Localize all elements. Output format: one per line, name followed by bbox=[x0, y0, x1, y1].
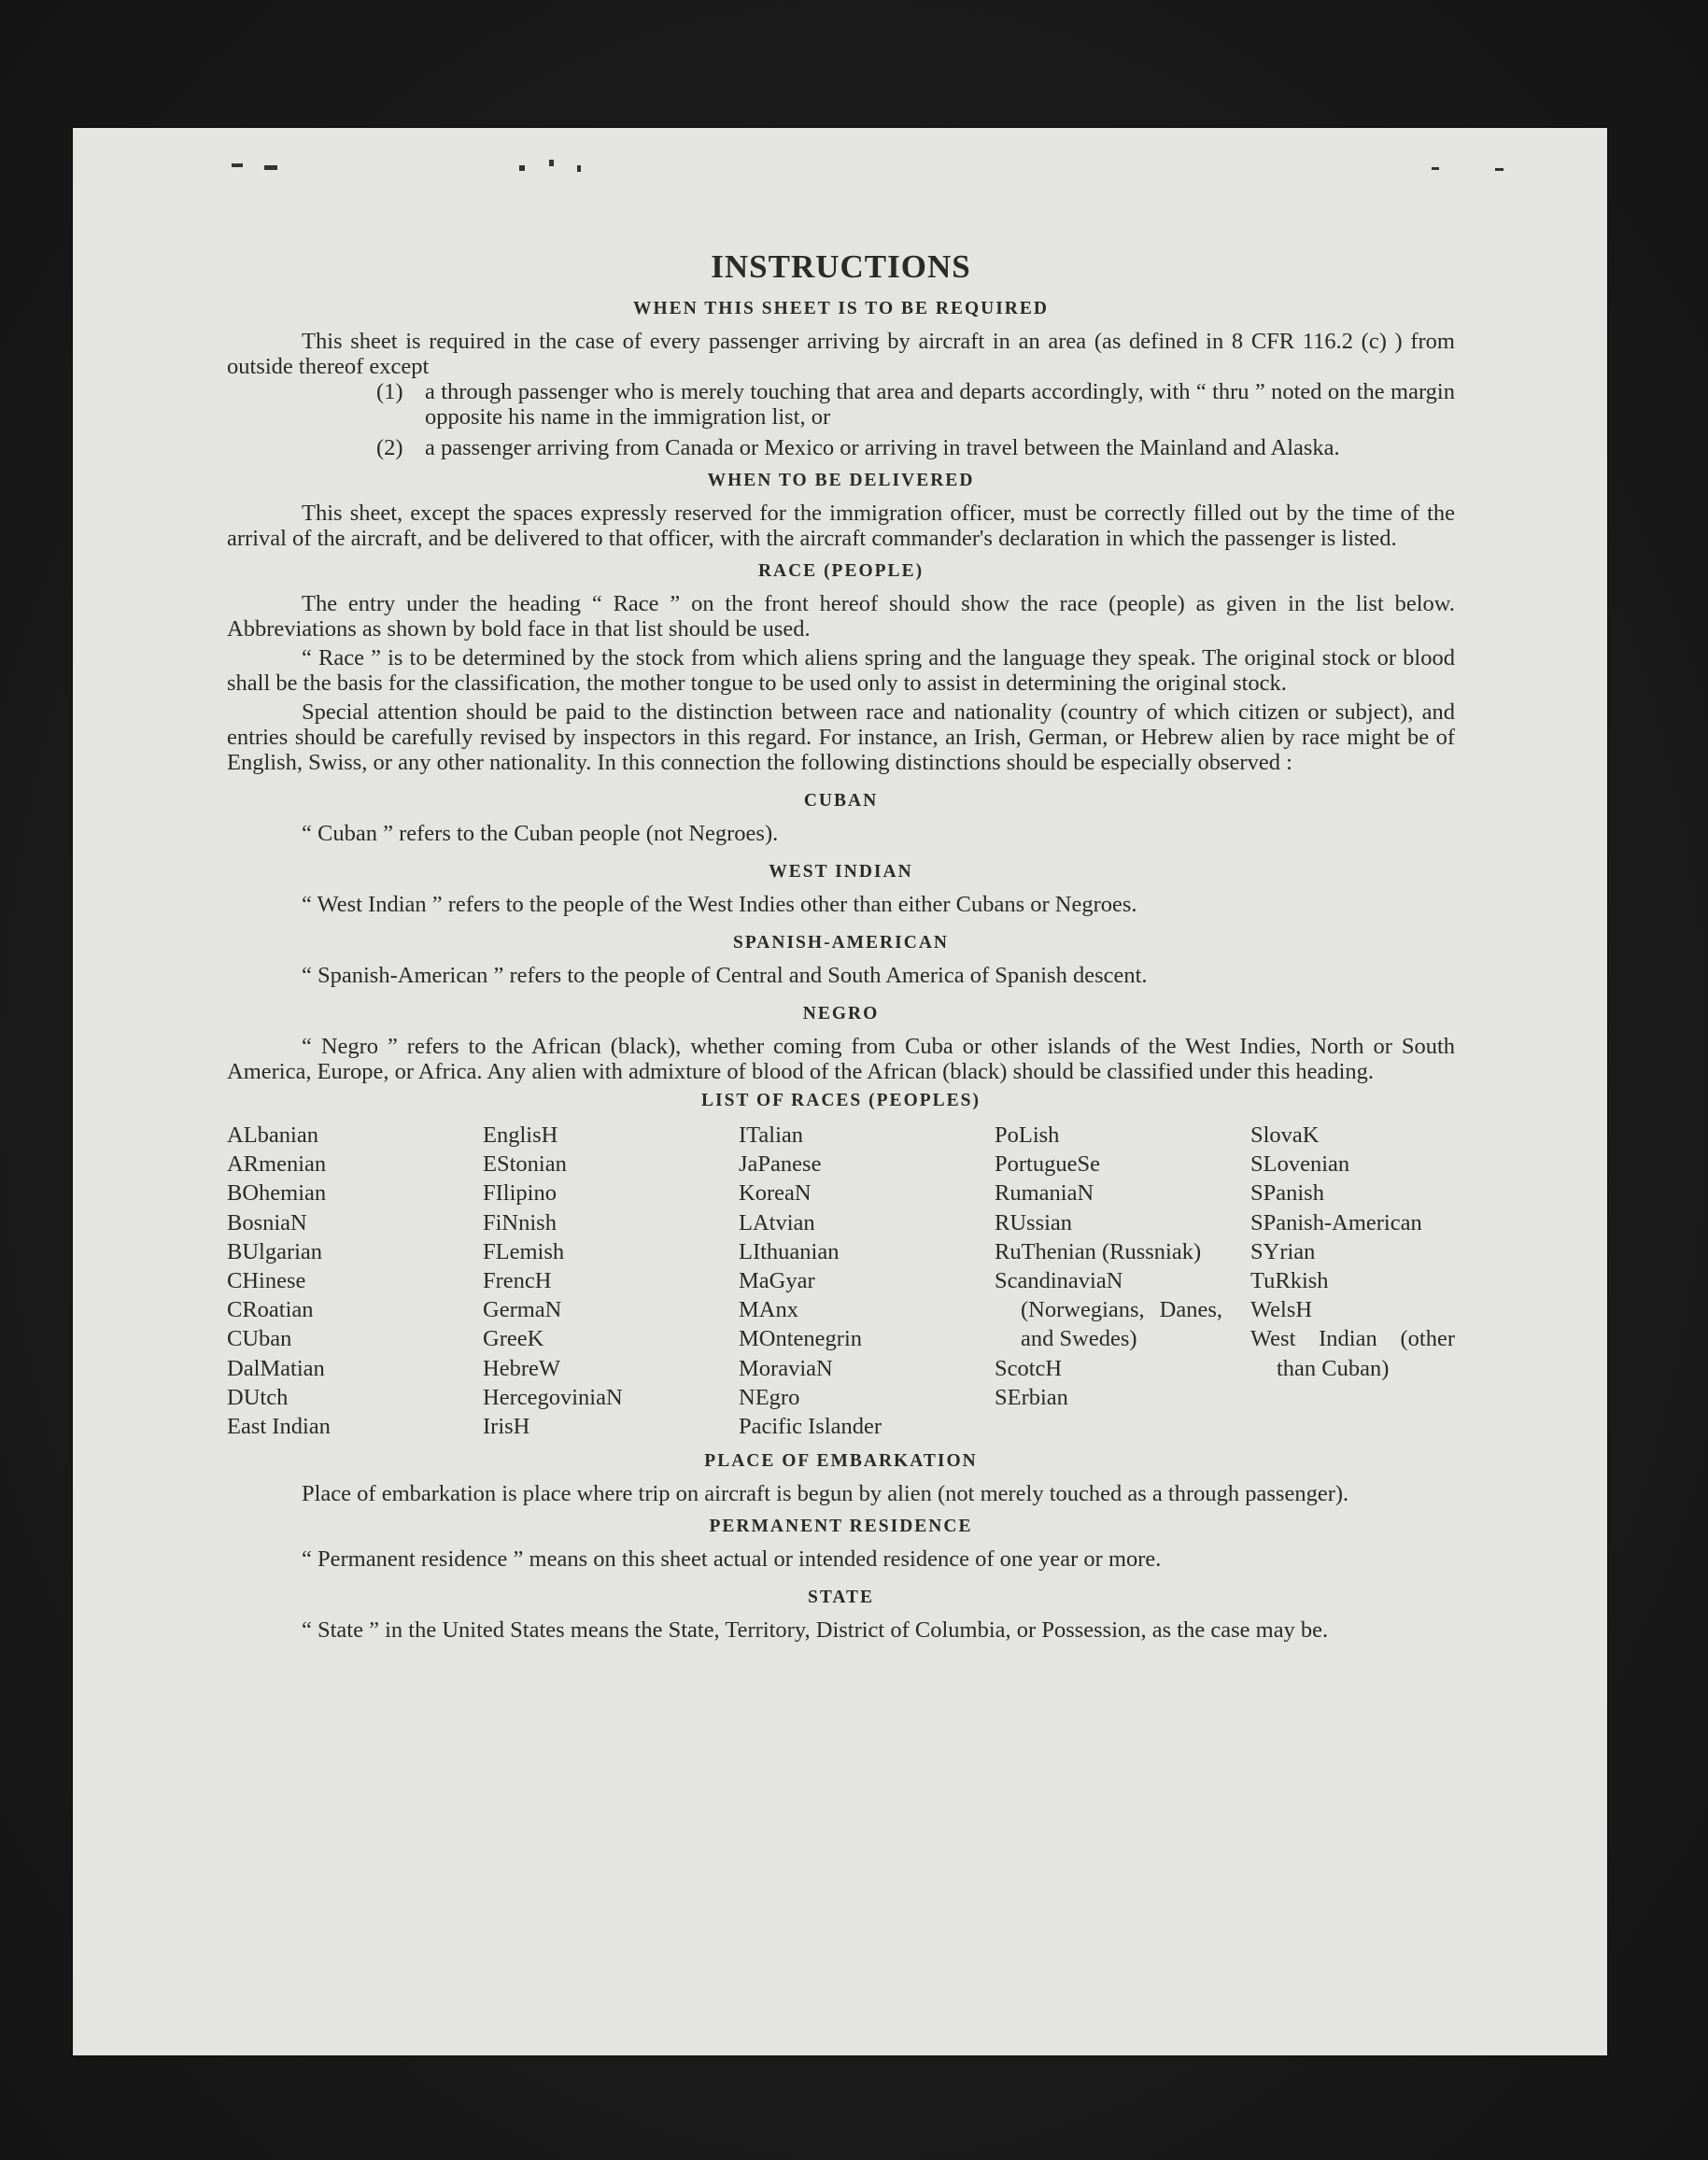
race-entry: PoLish bbox=[995, 1122, 1060, 1148]
permanent-residence-text: “ Permanent residence ” means on this sheet actual or intended residence of one year or more. bbox=[302, 1546, 1162, 1573]
west-indian-text: “ West Indian ” refers to the people of the West Indies other than either Cubans or Negroes. bbox=[302, 892, 1137, 917]
heading-negro: NEGRO bbox=[802, 1004, 880, 1024]
race-entry: Pacific Islander bbox=[739, 1414, 882, 1440]
list-text: a passenger arriving from Canada or Mexico or arriving in travel between the Mainland and Alaska. bbox=[425, 435, 1340, 460]
race-entry: WelsH bbox=[1250, 1297, 1313, 1323]
race-entry: ARmenian bbox=[227, 1151, 327, 1178]
race-entry: ITalian bbox=[739, 1122, 804, 1148]
race-entry: SPanish bbox=[1250, 1180, 1324, 1207]
race-entry: SLovenian bbox=[1250, 1151, 1350, 1178]
race-entry: CUban bbox=[227, 1326, 292, 1352]
race-entry: ALbanian bbox=[227, 1122, 318, 1148]
spanish-american-text: “ Spanish-American ” refers to the people of Central and South America of Spanish descent. bbox=[302, 963, 1148, 988]
race-entry: MAnx bbox=[739, 1297, 798, 1323]
race-entry: HebreW bbox=[483, 1355, 560, 1381]
when-delivered-text: This sheet, except the spaces expressly reserved for the immigration officer, must be correctly filled out by the time of the arrival of the aircraft, and be delivered to that officer, with the aircraft commander's declaration in which the passenger is listed. bbox=[227, 501, 1455, 551]
race-entry: RuThenian (Russniak) bbox=[995, 1238, 1202, 1264]
heading-state: STATE bbox=[807, 1588, 875, 1608]
negro-text: “ Negro ” refers to the African (black), whether coming from Cuba or other islands of the West Indies, North or South America, Europe, or Africa. Any alien with admixture of blood of the African (black) should be classified under this heading. bbox=[227, 1034, 1455, 1084]
race-entry: RUssian bbox=[995, 1209, 1073, 1235]
race-entry: SPanish-American bbox=[1250, 1209, 1422, 1235]
race-entry: SErbian bbox=[995, 1384, 1068, 1410]
races-column-5 bbox=[1250, 1121, 1455, 1441]
race-entry: FrencH bbox=[483, 1268, 552, 1294]
page-title: INSTRUCTIONS bbox=[711, 248, 971, 285]
race-entry: EStonian bbox=[483, 1151, 567, 1178]
race-entry: FLemish bbox=[483, 1238, 565, 1264]
race-entry: SlovaK bbox=[1250, 1122, 1320, 1148]
heading-permanent-residence: PERMANENT RESIDENCE bbox=[709, 1517, 973, 1537]
race-entry: DUtch bbox=[227, 1384, 289, 1410]
races-column-2 bbox=[483, 1121, 739, 1441]
race-entry: GermaN bbox=[483, 1297, 562, 1323]
document-page bbox=[73, 128, 1607, 2055]
race-entry: EnglisH bbox=[483, 1122, 558, 1148]
heading-when-delivered: WHEN TO BE DELIVERED bbox=[707, 471, 975, 490]
race-entry: TuRkish bbox=[1250, 1268, 1329, 1294]
heading-when-required: WHEN THIS SHEET IS TO BE REQUIRED bbox=[633, 299, 1049, 318]
race-entry: LIthuanian bbox=[739, 1238, 840, 1264]
race-entry: RumaniaN bbox=[995, 1180, 1094, 1207]
list-number: (2) bbox=[376, 435, 403, 460]
races-column-1 bbox=[227, 1121, 483, 1441]
race-entry: FiNnish bbox=[483, 1209, 557, 1235]
race-paragraph-1: The entry under the heading “ Race ” on the front hereof should show the race (people) as given in the list below. Abbreviations as shown by bold face in that list should be used. bbox=[227, 591, 1455, 642]
race-entry: NEgro bbox=[739, 1384, 800, 1410]
race-entry: KoreaN bbox=[739, 1180, 812, 1207]
race-entry: CHinese bbox=[227, 1268, 306, 1294]
when-required-intro: This sheet is required in the case of every passenger arriving by aircraft in an area (as defined in 8 CFR 116.2 (c) ) from outside thereof except bbox=[227, 329, 1455, 379]
list-item bbox=[376, 435, 1455, 460]
race-entry: JaPanese bbox=[739, 1151, 822, 1178]
race-entry: BOhemian bbox=[227, 1180, 327, 1207]
heading-list-of-races: LIST OF RACES (PEOPLES) bbox=[700, 1091, 981, 1110]
race-entry: MOntenegrin bbox=[739, 1326, 862, 1352]
race-entry: GreeK bbox=[483, 1326, 544, 1352]
race-entry: LAtvian bbox=[739, 1209, 815, 1235]
instructions-body bbox=[227, 248, 1455, 1644]
heading-race: RACE (PEOPLE) bbox=[757, 561, 925, 581]
race-entry: DalMatian bbox=[227, 1355, 325, 1381]
race-entry: ScandinaviaN (Norwegians, Danes, and Swedes) bbox=[995, 1268, 1222, 1352]
scan-specks bbox=[73, 154, 1607, 182]
list-text: a through passenger who is merely touching that area and departs accordingly, with “ thru ” noted on the margin opposite his name in the immigration list, or bbox=[425, 379, 1455, 430]
race-entry: BosniaN bbox=[227, 1209, 307, 1235]
list-item bbox=[376, 379, 1455, 430]
heading-place-of-embarkation: PLACE OF EMBARKATION bbox=[704, 1451, 978, 1472]
cuban-text: “ Cuban ” refers to the Cuban people (not Negroes). bbox=[302, 821, 779, 846]
race-entry: IrisH bbox=[483, 1414, 530, 1440]
races-column-4 bbox=[995, 1121, 1250, 1441]
list-number: (1) bbox=[376, 379, 403, 404]
state-text: “ State ” in the United States means the State, Territory, District of Columbia, or Possession, as the case may be. bbox=[302, 1617, 1329, 1644]
race-entry: SYrian bbox=[1250, 1238, 1316, 1264]
race-entry: CRoatian bbox=[227, 1297, 314, 1323]
races-column-3 bbox=[739, 1121, 995, 1441]
race-entry: HercegoviniaN bbox=[483, 1384, 623, 1410]
place-of-embarkation-text: Place of embarkation is place where trip on aircraft is begun by alien (not merely touched as a through passenger). bbox=[302, 1481, 1349, 1507]
race-entry: MaGyar bbox=[739, 1268, 815, 1294]
heading-west-indian: WEST INDIAN bbox=[769, 862, 913, 882]
heading-spanish-american: SPANISH-AMERICAN bbox=[733, 933, 949, 953]
race-entry: West Indian (other than Cuban) bbox=[1250, 1326, 1455, 1381]
race-entry: BUlgarian bbox=[227, 1238, 323, 1264]
race-entry: East Indian bbox=[227, 1414, 331, 1440]
races-list bbox=[227, 1121, 1455, 1441]
race-entry: PortugueSe bbox=[995, 1151, 1100, 1178]
race-paragraph-3: Special attention should be paid to the distinction between race and nationality (country of which citizen or subject), and entries should be carefully revised by inspectors in this regard. For instance, an Irish, German, or Hebrew alien by race might be of English, Swiss, or any other nationality. In this connection the following distinctions should be especially observed : bbox=[227, 699, 1455, 775]
race-entry: ScotcH bbox=[995, 1355, 1063, 1381]
race-entry: FIlipino bbox=[483, 1180, 557, 1207]
race-entry: MoraviaN bbox=[739, 1355, 833, 1381]
heading-cuban: CUBAN bbox=[803, 791, 879, 811]
race-paragraph-2: “ Race ” is to be determined by the stock from which aliens spring and the language they speak. The original stock or blood shall be the basis for the classification, the mother tongue to be used only to assist in determining the original stock. bbox=[227, 645, 1455, 696]
